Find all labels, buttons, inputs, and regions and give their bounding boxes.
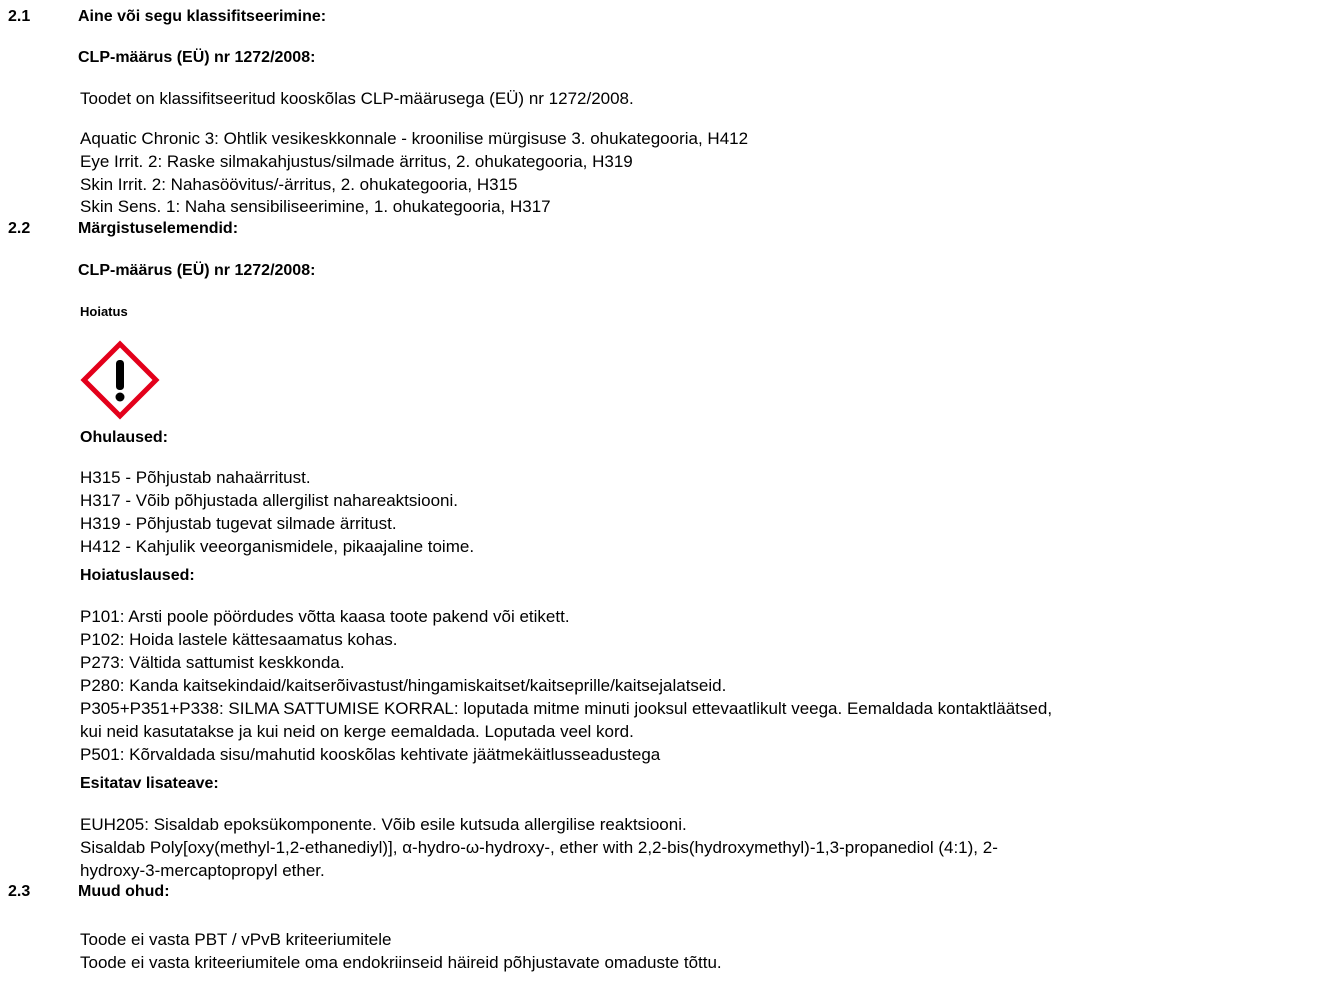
supplemental-line: hydroxy-3-mercaptopropyl ether. bbox=[80, 861, 325, 880]
supplemental-info-heading: Esitatav lisateave: bbox=[80, 775, 219, 792]
section-number-2-3: 2.3 bbox=[8, 883, 31, 900]
precautionary-statements-heading: Hoiatuslaused: bbox=[80, 567, 195, 584]
hazard-statements-heading: Ohulaused: bbox=[80, 429, 169, 446]
classification-line: Skin Sens. 1: Naha sensibiliseerimine, 1. ohukategooria, H317 bbox=[80, 197, 551, 216]
signal-word: Hoiatus bbox=[80, 304, 128, 319]
clp-heading-2-2: CLP-määrus (EÜ) nr 1272/2008: bbox=[78, 262, 316, 279]
section-title-2-3: Muud ohud: bbox=[78, 883, 170, 900]
precautionary-statement: P273: Vältida sattumist keskkonda. bbox=[80, 653, 345, 672]
precautionary-statement: P305+P351+P338: SILMA SATTUMISE KORRAL: loputada mitme minuti jooksul ettevaatlikult veega. Eemaldada kontaktläätsed, bbox=[80, 699, 1053, 718]
classification-line: Eye Irrit. 2: Raske silmakahjustus/silmade ärritus, 2. ohukategooria, H319 bbox=[80, 152, 633, 171]
section-number-2-2: 2.2 bbox=[8, 220, 31, 237]
classification-line: Skin Irrit. 2: Nahasöövitus/-ärritus, 2. ohukategooria, H315 bbox=[80, 175, 518, 194]
classification-line: Aquatic Chronic 3: Ohtlik vesikeskkonnale - kroonilise mürgisuse 3. ohukategooria, H412 bbox=[80, 129, 749, 148]
precautionary-statement: P501: Kõrvaldada sisu/mahutid kooskõlas kehtivate jäätmekäitlusseadustega bbox=[80, 745, 661, 764]
section-title-2-1: Aine või segu klassifitseerimine: bbox=[78, 8, 327, 25]
classification-intro: Toodet on klassifitseeritud kooskõlas CLP-määrusega (EÜ) nr 1272/2008. bbox=[80, 89, 634, 108]
section-title-2-2: Märgistuselemendid: bbox=[78, 220, 239, 237]
clp-heading-2-1: CLP-määrus (EÜ) nr 1272/2008: bbox=[78, 49, 316, 66]
hazard-statement: H317 - Võib põhjustada allergilist nahareaktsiooni. bbox=[80, 491, 459, 510]
section-number-2-1: 2.1 bbox=[8, 8, 31, 25]
hazard-statement: H412 - Kahjulik veeorganismidele, pikaajaline toime. bbox=[80, 537, 475, 556]
hazard-statement: H319 - Põhjustab tugevat silmade ärritust. bbox=[80, 514, 397, 533]
precautionary-statement: P102: Hoida lastele kättesaamatus kohas. bbox=[80, 630, 398, 649]
other-hazards-line: Toode ei vasta PBT / vPvB kriteeriumitele bbox=[80, 930, 392, 949]
precautionary-statement: P280: Kanda kaitsekindaid/kaitserõivastust/hingamiskaitset/kaitseprille/kaitsejalatseid. bbox=[80, 676, 727, 695]
other-hazards-line: Toode ei vasta kriteeriumitele oma endokriinseid häireid põhjustavate omaduste tõttu. bbox=[80, 953, 722, 972]
ghs07-exclamation-icon bbox=[80, 340, 160, 420]
supplemental-line: Sisaldab Poly[oxy(methyl-1,2-ethanediyl)], α-hydro-ω-hydroxy-, ether with 2,2-bis(hydroxymethyl)-1,3-propanediol (4:1), 2- bbox=[80, 838, 998, 857]
precautionary-statement: P101: Arsti poole pöördudes võtta kaasa toote pakend või etikett. bbox=[80, 607, 570, 626]
hazard-statement: H315 - Põhjustab nahaärritust. bbox=[80, 468, 311, 487]
supplemental-line: EUH205: Sisaldab epoksükomponente. Võib esile kutsuda allergilise reaktsiooni. bbox=[80, 815, 687, 834]
precautionary-statement-continued: kui neid kasutatakse ja kui neid on kerge eemaldada. Loputada veel kord. bbox=[80, 722, 634, 741]
